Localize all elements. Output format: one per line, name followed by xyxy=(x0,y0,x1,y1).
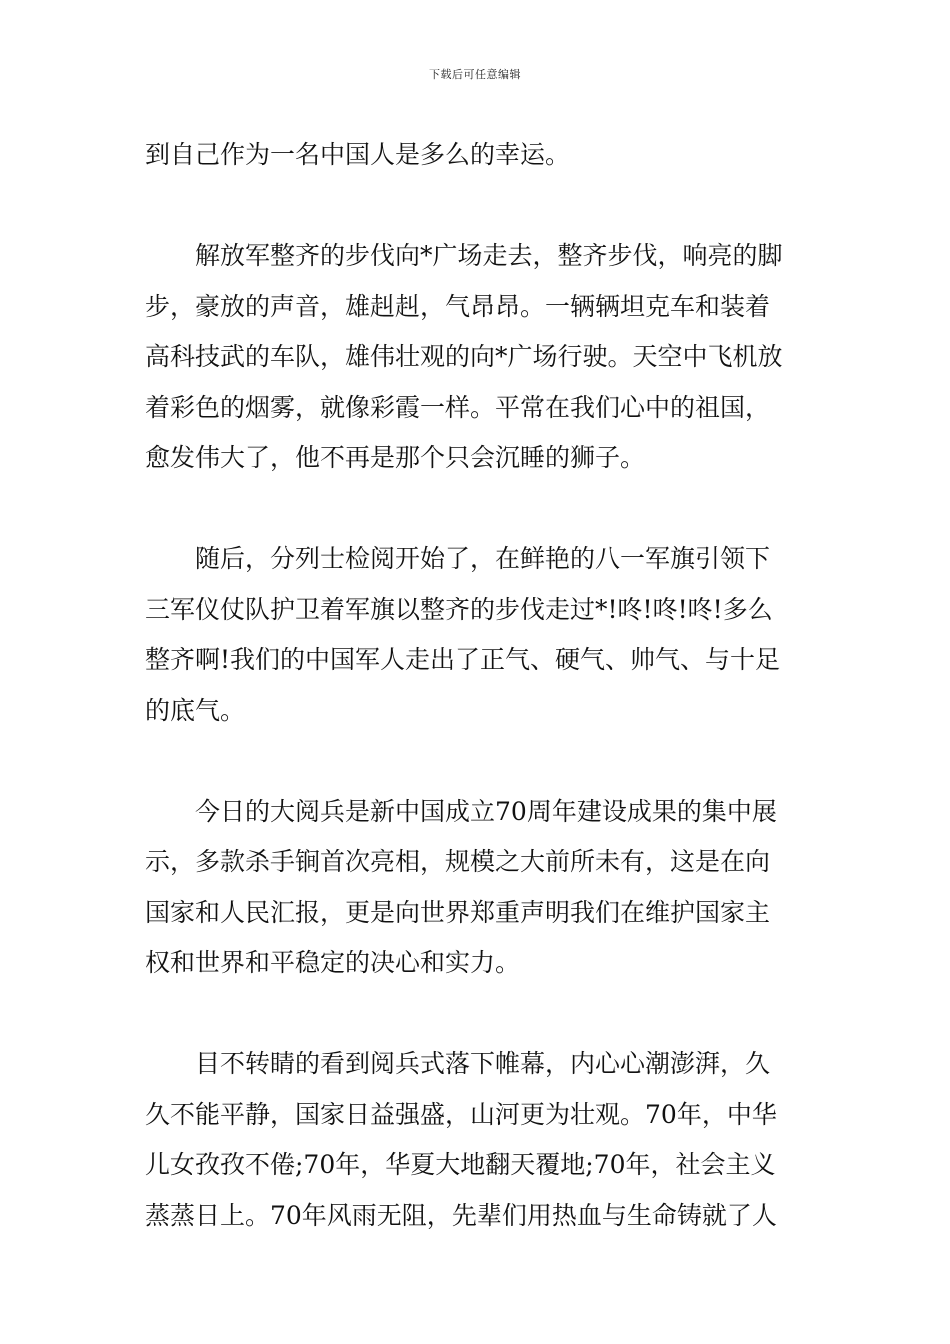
text-line: 示，多款杀手锏首次亮相，规模之大前所未有，这是在向 xyxy=(145,847,771,876)
document-body xyxy=(145,130,807,1241)
paragraph-gap xyxy=(145,989,807,1040)
text-line: 着彩色的烟雾，就像彩霞一样。平常在我们心中的祖国， xyxy=(145,392,771,422)
paragraph-gap xyxy=(145,181,807,232)
text-line: 久不能平静，国家日益强盛，山河更为壮观。70年，中华 xyxy=(145,1099,777,1129)
text-line: 的底气。 xyxy=(145,695,246,725)
text-line: 蒸蒸日上。70年风雨无阻，先辈们用热血与生命铸就了人 xyxy=(145,1200,777,1230)
paragraph-gap xyxy=(145,736,807,787)
paragraph-gap xyxy=(145,484,807,535)
page-header: 下载后可任意编辑 xyxy=(429,68,521,81)
text-line: 国家和人民汇报，更是向世界郑重声明我们在维护国家主 xyxy=(145,897,771,927)
text-line: 步，豪放的声音，雄赳赳，气昂昂。一辆辆坦克车和装着 xyxy=(145,291,771,321)
text-line: 三军仪仗队护卫着军旗以整齐的步伐走过*!咚!咚!咚!多么 xyxy=(145,594,773,624)
text-line: 目不转睛的看到阅兵式落下帷幕，内心心潮澎湃，久 xyxy=(145,1049,771,1078)
text-line: 儿女孜孜不倦;70年，华夏大地翻天覆地;70年，社会主义 xyxy=(145,1150,776,1179)
text-line: 高科技武的车队，雄伟壮观的向*广场行驶。天空中飞机放 xyxy=(145,342,783,371)
text-line: 解放军整齐的步伐向*广场走去，整齐步伐，响亮的脚 xyxy=(145,241,783,270)
text-line: 整齐啊!我们的中国军人走出了正气、硬气、帅气、与十足 xyxy=(145,645,781,674)
text-line: 愈发伟大了，他不再是那个只会沉睡的狮子。 xyxy=(145,443,646,472)
text-line: 今日的大阅兵是新中国成立70周年建设成果的集中展 xyxy=(145,796,777,826)
text-line: 随后，分列士检阅开始了，在鲜艳的八一军旗引领下 xyxy=(145,544,771,573)
text-line: 权和世界和平稳定的决心和实力。 xyxy=(145,948,521,977)
text-line: 到自己作为一名中国人是多么的幸运。 xyxy=(145,140,571,169)
